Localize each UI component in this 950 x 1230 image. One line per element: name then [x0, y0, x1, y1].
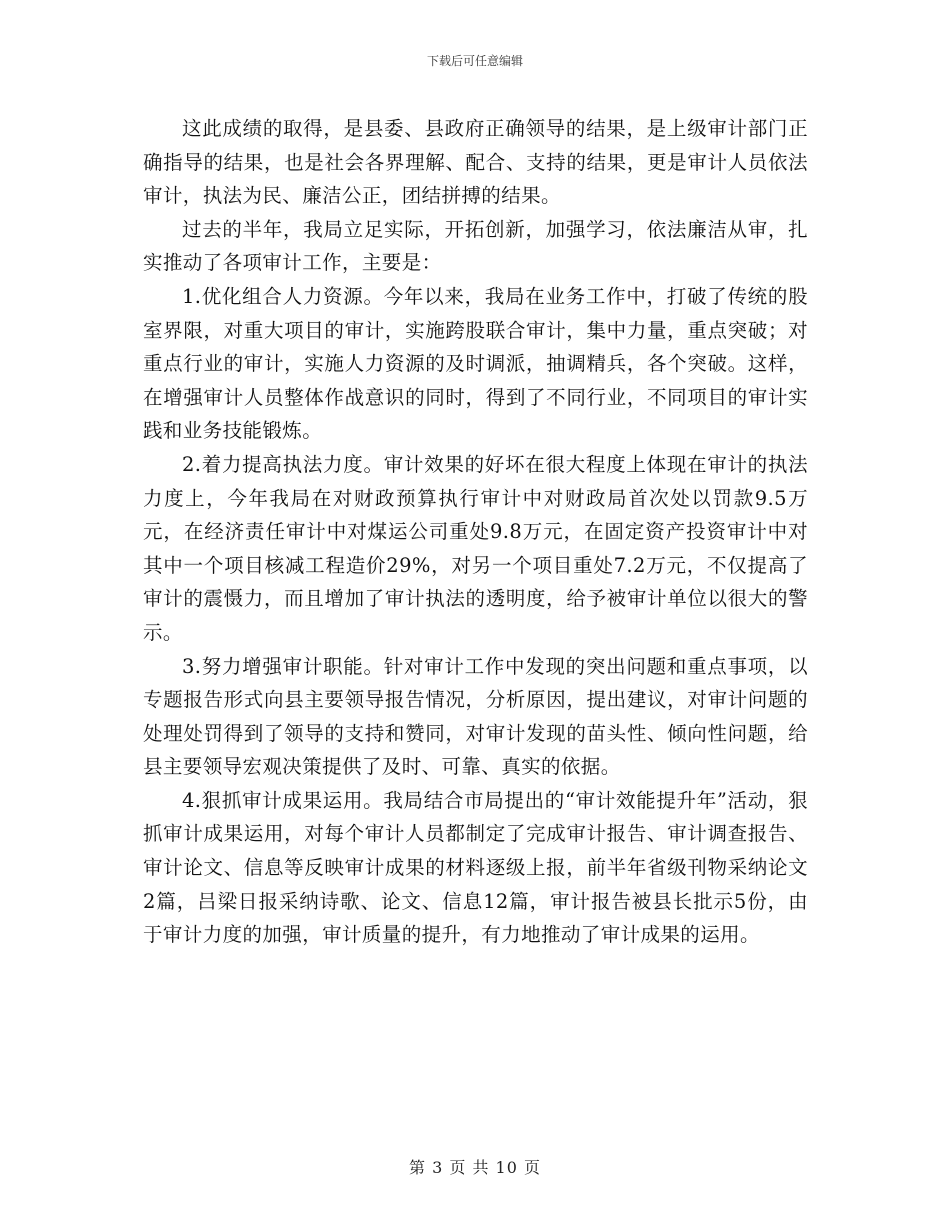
- paragraph-item-1: 1.优化组合人力资源。今年以来，我局在业务工作中，打破了传统的股室界限，对重大项目的审计，实施跨股联合审计，集中力量，重点突破；对重点行业的审计，实施人力资源的及时调派，抽调精兵，各个突破。这样，在增强审计人员整体作战意识的同时，得到了不同行业，不同项目的审计实践和业务技能锻炼。: [143, 284, 808, 443]
- paragraph-item-4: 4.狠抓审计成果运用。我局结合市局提出的“审计效能提升年”活动，狠抓审计成果运用，对每个审计人员都制定了完成审计报告、审计调查报告、审计论文、信息等反映审计成果的材料逐级上报，前半年省级刊物采纳论文2篇，吕梁日报采纳诗歌、论文、信息12篇，审计报告被县长批示5份，由于审计力度的加强，审计质量的提升，有力地推动了审计成果的运用。: [143, 788, 808, 947]
- page-header: 下载后可任意编辑: [426, 54, 523, 68]
- document-body: [143, 112, 808, 952]
- paragraph-summary-intro: 过去的半年，我局立足实际，开拓创新，加强学习，依法廉洁从审，扎实推动了各项审计工作，主要是：: [143, 217, 808, 275]
- paragraph-achievements: 这此成绩的取得，是县委、县政府正确领导的结果，是上级审计部门正确指导的结果，也是社会各界理解、配合、支持的结果，更是审计人员依法审计，执法为民、廉洁公正，团结拼搏的结果。: [143, 117, 808, 208]
- page-number: 第 3 页 共 10 页: [409, 1158, 541, 1177]
- paragraph-item-2: 2.着力提高执法力度。审计效果的好坏在很大程度上体现在审计的执法力度上，今年我局在对财政预算执行审计中对财政局首次处以罚款9.5万元，在经济责任审计中对煤运公司重处9.8万元，在固定资产投资审计中对其中一个项目核减工程造价29%，对另一个项目重处7.2万元，不仅提高了审计的震慑力，而且增加了审计执法的透明度，给予被审计单位以很大的警示。: [143, 452, 808, 644]
- paragraph-item-3: 3.努力增强审计职能。针对审计工作中发现的突出问题和重点事项，以专题报告形式向县主要领导报告情况，分析原因，提出建议，对审计问题的处理处罚得到了领导的支持和赞同，对审计发现的苗头性、倾向性问题，给县主要领导宏观决策提供了及时、可靠、真实的依据。: [143, 654, 808, 779]
